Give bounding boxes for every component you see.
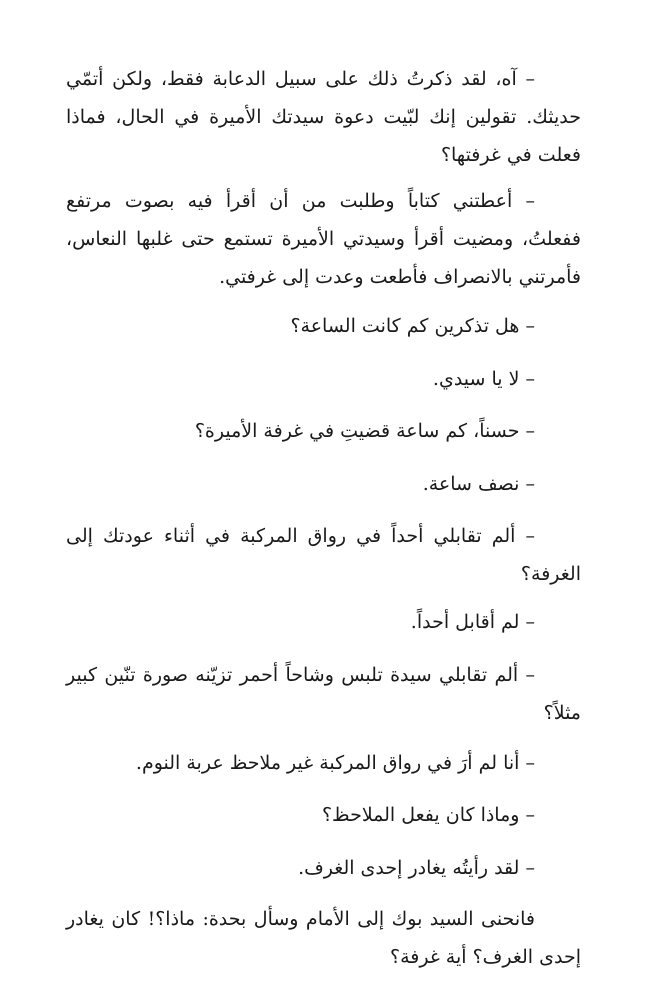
paragraph-9: – ألم تقابلي سيدة تلبس وشاحاً أحمر تزيّنه صورة تنّين كبير مثلاً؟ <box>66 664 581 724</box>
paragraph-8: – لم أقابل أحداً. <box>410 611 535 633</box>
paragraph-4: – لا يا سيدي. <box>432 368 535 390</box>
paragraph-3: – هل تذكرين كم كانت الساعة؟ <box>290 315 535 337</box>
paragraph-7: – ألم تقابلي أحداً في رواق المركبة في أثناء عودتك إلى الغرفة؟ <box>66 525 581 585</box>
paragraph-2: – أعطتني كتاباً وطلبت من أن أقرأ فيه بصوت مرتفع ففعلتُ، ومضيت أقرأ وسيدتي الأميرة تستمع حتى غلبها النعاس، فأمرتني بالانصراف فأطعت وعدت إلى غرفتي. <box>66 190 581 288</box>
paragraph-12: – لقد رأيتُه يغادر إحدى الغرف. <box>298 857 535 879</box>
paragraph-5: – حسناً، كم ساعة قضيتِ في غرفة الأميرة؟ <box>194 420 535 442</box>
paragraph-1: – آه، لقد ذكرتُ ذلك على سبيل الدعابة فقط، ولكن أتمّي حديثك. تقولين إنك لبّيت دعوة سيدتك الأميرة في الحال، فماذا فعلت في غرفتها؟ <box>66 68 581 166</box>
paragraph-11: – وماذا كان يفعل الملاحظ؟ <box>321 804 535 826</box>
paragraph-6: – نصف ساعة. <box>422 473 535 495</box>
paragraph-10: – أنا لم أرَ في رواق المركبة غير ملاحظ عربة النوم. <box>135 752 535 774</box>
paragraph-13: فانحنى السيد بوك إلى الأمام وسأل بحدة: ماذا؟! كان يغادر إحدى الغرف؟ أية غرفة؟ <box>66 908 581 968</box>
